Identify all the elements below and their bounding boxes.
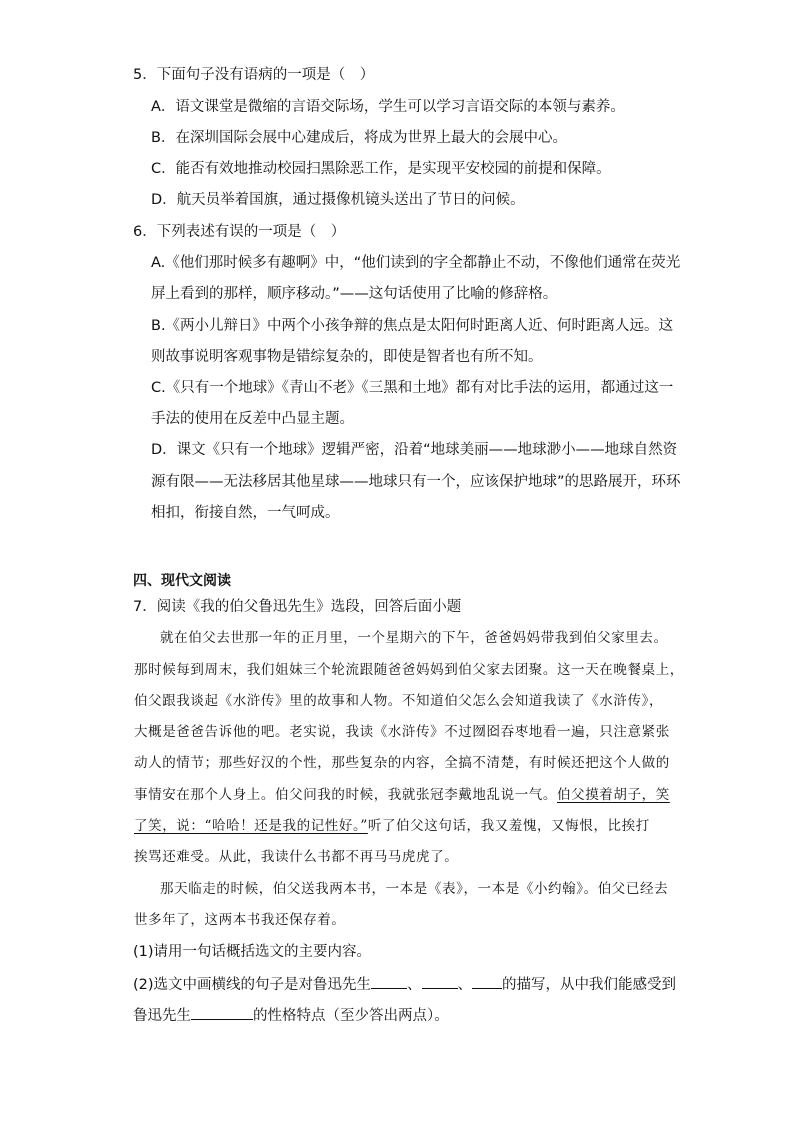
question-6-option-b-line2: 则故事说明客观事物是错综复杂的，即使是智者也有所不知。: [151, 349, 543, 365]
sub-question-2-line2: [133, 1007, 449, 1024]
sub-question-2-text-d: 的性格特点（至少答出两点）。: [253, 1008, 449, 1024]
question-5-option-a: A．语文课堂是微缩的言语交际场，学生可以学习言语交际的本领与素养。: [151, 99, 625, 115]
passage-line-4: 大概是爸爸告诉他的吧。老实说，我读《水浒传》不过囫囵吞枣地看一遍，只注意紧张: [134, 724, 670, 740]
passage-line-6: [134, 789, 670, 803]
question-6-option-c-line1: C.《只有一个地球》《青山不老》《三黑和土地》都有对比手法的运用，都通过这一: [151, 380, 674, 396]
question-6-option-b-line1: B.《两小儿辩日》中两个小孩争辩的焦点是太阳何时距离人近、何时距离人远。这: [151, 318, 674, 334]
passage-line-3: 伯父跟我谈起《水浒传》里的故事和人物。不知道伯父怎么会知道我读了《水浒传》，: [134, 693, 664, 709]
question-6-option-d-line1: D．课文《只有一个地球》逻辑严密，沿着“地球美丽——地球渺小——地球自然资: [151, 442, 678, 458]
answer-blank-2[interactable]: [422, 976, 458, 989]
answer-blank-1[interactable]: [371, 976, 407, 989]
question-6-stem: 6．下列表述有误的一项是（ ）: [133, 224, 346, 240]
passage-line-2: 那时候每到周末，我们姐妹三个轮流跟随爸爸妈妈到伯父家去团聚。这一天在晚餐桌上，: [134, 662, 684, 678]
passage-line-7: [134, 820, 650, 834]
underlined-sentence-part-2: 了笑，说：“哈哈！还是我的记性好。”: [134, 818, 368, 834]
blank-separator-2: 、: [457, 977, 473, 993]
question-5-option-c: C．能否有效地推动校园扫黑除恶工作，是实现平安校园的前提和保障。: [151, 161, 611, 177]
passage-line-7-text: 听了伯父这句话，我又羞愧，又悔恨，比挨打: [367, 818, 650, 834]
passage-line-5: 动人的情节；那些好汉的个性，那些复杂的内容，全搞不清楚，有时候还把这个人做的: [134, 755, 670, 771]
question-5-stem: 5．下面句子没有语病的一项是（ ）: [133, 67, 375, 83]
question-6-option-a-line1: A.《他们那时候多有趣啊》中，“他们读到的字全都静止不动，不像他们通常在荧光: [151, 255, 681, 271]
underlined-sentence-part-1: 伯父摸着胡子，笑: [557, 787, 670, 803]
sub-question-2-text-c: 鲁迅先生: [133, 1008, 191, 1024]
sub-question-2-text-a: (2)选文中画横线的句子是对鲁迅先生: [133, 977, 372, 993]
question-6-option-d-line2: 源有限——无法移居其他星球——地球只有一个，应该保护地球”的思路展开，环环: [151, 474, 681, 490]
passage-line-6-text: 事情安在那个人身上。伯父问我的时候，我就张冠李戴地乱说一气。: [134, 787, 557, 803]
sub-question-2-line1: [133, 976, 676, 993]
question-5-option-b: B．在深圳国际会展中心建成后，将成为世界上最大的会展中心。: [151, 130, 567, 146]
sub-question-2-text-b: 的描写，从中我们能感受到: [502, 977, 677, 993]
question-6-option-a-line2: 屏上看到的那样，顺序移动。”——这句话使用了比喻的修辞格。: [151, 286, 558, 302]
question-5-option-d: D．航天员举着国旗，通过摄像机镜头送出了节日的问候。: [151, 192, 525, 208]
answer-blank-3[interactable]: [472, 976, 502, 989]
question-6-option-c-line2: 手法的使用在反差中凸显主题。: [151, 411, 354, 427]
question-6-option-d-line3: 相扣，衔接自然，一气呵成。: [151, 505, 340, 521]
section-4-heading: 四、现代文阅读: [133, 573, 231, 589]
sub-question-1: (1)请用一句话概括选文的主要内容。: [133, 944, 372, 960]
question-7-stem: 7．阅读《我的伯父鲁迅先生》选段，回答后面小题: [133, 599, 462, 615]
passage-line-10: 世多年了，这两本书我还保存着。: [134, 912, 346, 928]
passage-line-1: 就在伯父去世那一年的正月里，一个星期六的下午，爸爸妈妈带我到伯父家里去。: [160, 630, 668, 646]
blank-separator-1: 、: [407, 977, 422, 993]
answer-blank-4[interactable]: [191, 1007, 253, 1020]
passage-line-9: 那天临走的时候，伯父送我两本书，一本是《表》，一本是《小约翰》。伯父已经去: [160, 881, 669, 897]
passage-line-8: 挨骂还难受。从此，我读什么书都不再马马虎虎了。: [134, 849, 459, 865]
